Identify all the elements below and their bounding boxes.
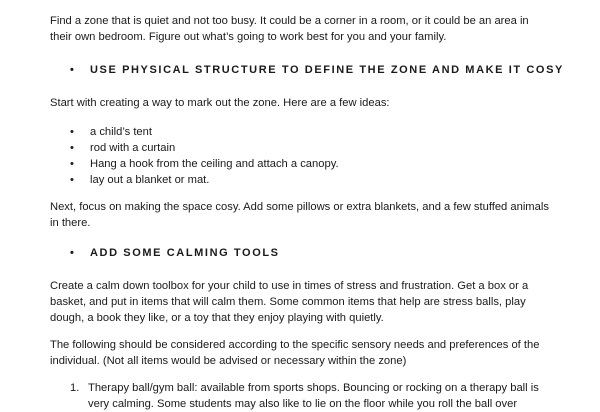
consider-line-1: The following should be considered according to the specific sensory needs and preferences of the — [50, 339, 540, 351]
list-item-label: a child’s tent — [90, 126, 152, 138]
consider-line-2: individual. (Not all items would be advised or necessary within the zone) — [50, 355, 407, 367]
intro-line-1: Find a zone that is quiet and not too busy. It could be a corner in a room, or it could be an area in — [50, 15, 529, 27]
list-item-label: lay out a blanket or mat. — [90, 174, 210, 186]
intro-line-2: their own bedroom. Figure out what’s going to work best for you and your family. — [50, 31, 447, 43]
heading-text: USE PHYSICAL STRUCTURE TO DEFINE THE ZONE AND MAKE IT COSY — [90, 64, 564, 76]
toolbox-line-2: basket, and put in items that will calm them. Some common items that help are stress balls, play — [50, 296, 526, 308]
heading-text: ADD SOME CALMING TOOLS — [90, 247, 280, 259]
toolbox-line-3: dough, a book they like, or a toy that they enjoy playing with quietly. — [50, 312, 384, 324]
item-text-line-2: very calming. Some students may also like to lie on the floor while you roll the ball over — [88, 398, 518, 410]
cosy-line-2: in there. — [50, 217, 91, 229]
toolbox-line-1: Create a calm down toolbox for your child to use in times of stress and frustration. Get a box or a — [50, 280, 529, 292]
bullet-dot: • — [70, 174, 74, 186]
bullet-dot: • — [70, 158, 74, 170]
list-item-label: rod with a curtain — [90, 142, 176, 154]
list-item-label: Hang a hook from the ceiling and attach a canopy. — [90, 158, 339, 170]
cosy-line-1: Next, focus on making the space cosy. Add some pillows or extra blankets, and a few stuffed animals — [50, 201, 549, 213]
item-number: 1. — [70, 382, 80, 394]
item-text-line-1: Therapy ball/gym ball: available from sports shops. Bouncing or rocking on a therapy ball is — [88, 382, 539, 394]
heading-bullet: • — [70, 64, 76, 76]
structure-intro: Start with creating a way to mark out the zone. Here are a few ideas: — [50, 97, 390, 109]
bullet-dot: • — [70, 126, 74, 138]
heading-bullet: • — [70, 247, 76, 259]
bullet-dot: • — [70, 142, 74, 154]
